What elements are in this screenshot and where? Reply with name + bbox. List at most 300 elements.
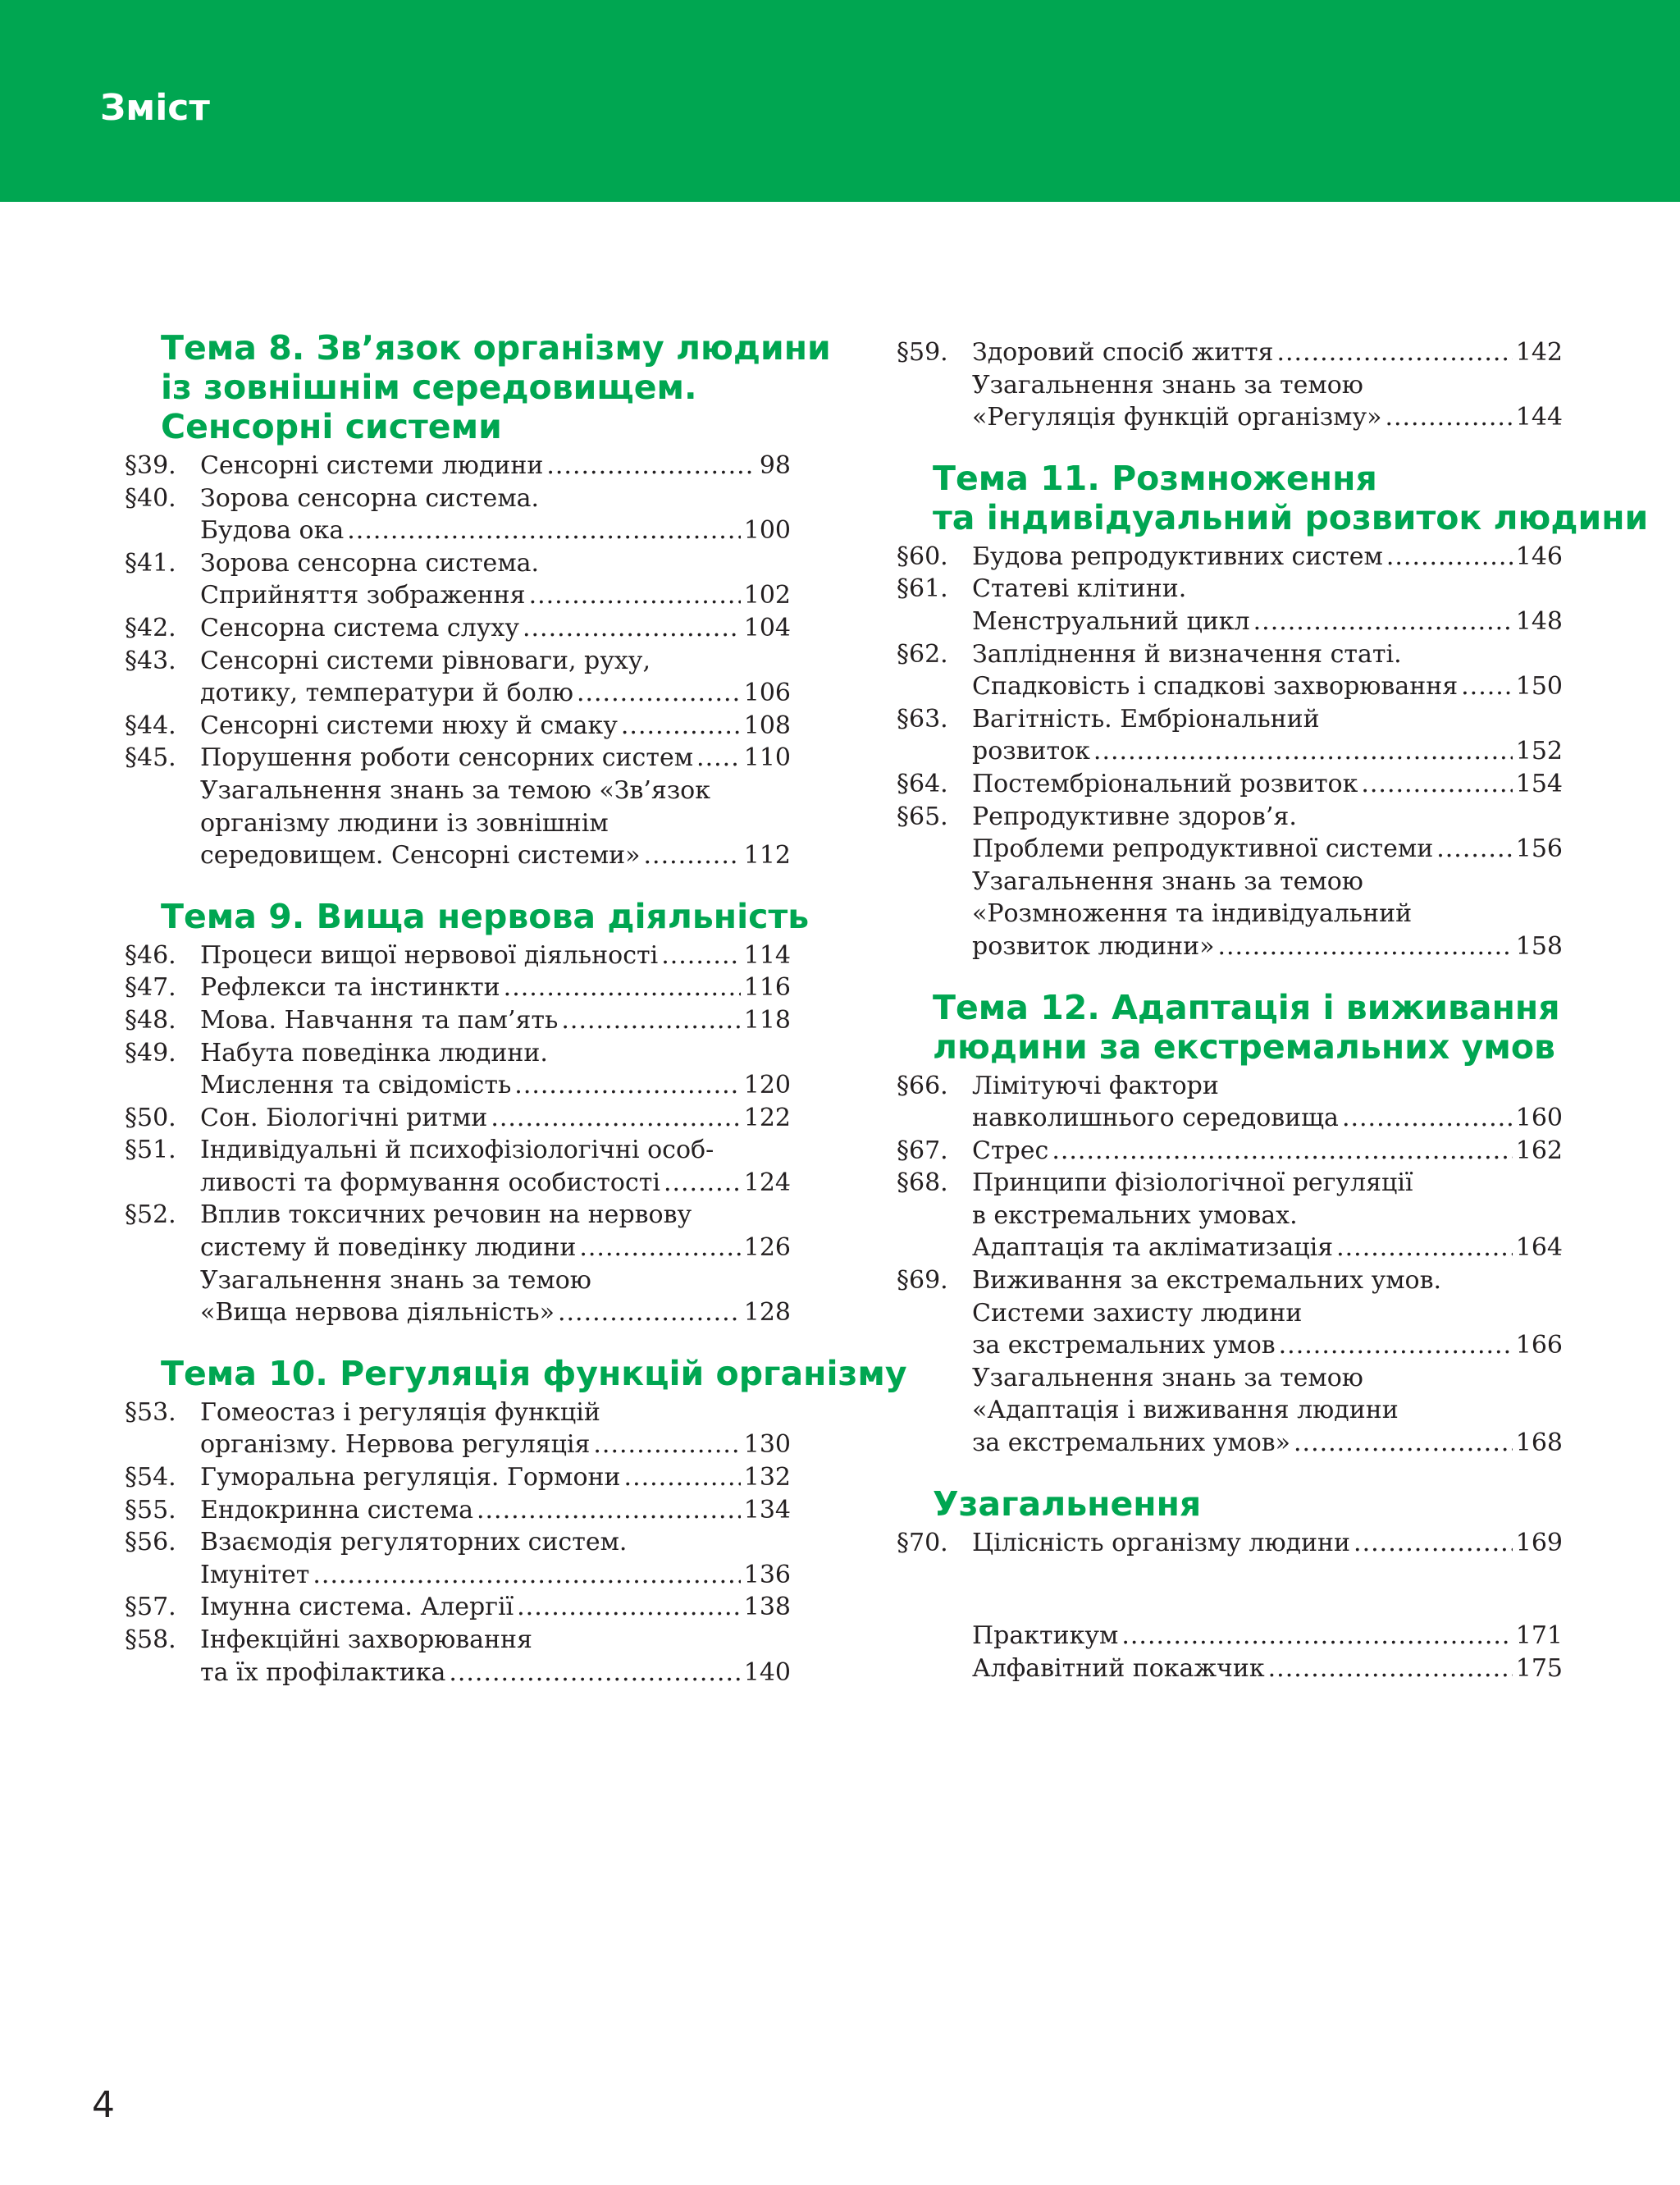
entry-title-row bbox=[972, 1102, 1563, 1135]
entry-title-row bbox=[200, 1461, 791, 1494]
page-ref: 171 bbox=[1515, 1621, 1563, 1651]
entry-title-line: організму людини із зовнішнім bbox=[200, 808, 609, 838]
entry-title-line: Менструальний цикл bbox=[972, 606, 1250, 636]
section-number: §53. bbox=[125, 1397, 176, 1427]
entry-body bbox=[972, 768, 1563, 801]
toc-entry bbox=[897, 638, 1563, 703]
toc-entry bbox=[897, 801, 1563, 866]
section-number: §39. bbox=[125, 451, 176, 480]
section-number: §61. bbox=[897, 574, 948, 604]
entry-body bbox=[200, 971, 791, 1004]
entry-title-line: Узагальнення знань за темою bbox=[972, 370, 1363, 400]
toc-entry bbox=[125, 547, 791, 612]
dot-leader bbox=[477, 1494, 741, 1527]
section-number: §42. bbox=[125, 613, 176, 642]
entry-body bbox=[972, 1135, 1563, 1168]
entry-title-row bbox=[200, 1004, 791, 1037]
entry-title-line: Порушення роботи сенсорних систем bbox=[200, 743, 694, 773]
topic-heading-line: Сенсорні системи bbox=[161, 407, 502, 446]
entry-body bbox=[200, 1396, 791, 1461]
page-ref: 102 bbox=[743, 581, 791, 610]
section-number: §54. bbox=[125, 1463, 176, 1492]
section-number: §62. bbox=[897, 639, 948, 669]
entry-title-line: «Розмноження та індивідуальний bbox=[972, 899, 1413, 929]
toc-entry bbox=[125, 1396, 791, 1461]
toc-entry bbox=[897, 1167, 1563, 1264]
dot-leader bbox=[491, 1102, 740, 1135]
toc-entry bbox=[897, 1135, 1563, 1168]
entry-title-line: розвиток bbox=[972, 737, 1090, 766]
entry-title-line: Будова ока bbox=[200, 516, 345, 546]
entry-title-row bbox=[200, 939, 791, 972]
toc-entry bbox=[897, 1527, 1563, 1560]
topic-heading-line: Тема 10. Регуляція функцій організму bbox=[161, 1353, 907, 1393]
toc-entry bbox=[897, 1620, 1563, 1652]
toc-entry bbox=[897, 1652, 1563, 1685]
page-ref: 160 bbox=[1515, 1104, 1563, 1133]
dot-leader bbox=[546, 450, 756, 482]
entry-title-line: Спадковість і спадкові захворювання bbox=[972, 672, 1459, 702]
toc-entry bbox=[897, 1264, 1563, 1362]
toc-entry bbox=[125, 775, 791, 872]
entry-title-line: Набута поведінка людини. bbox=[200, 1038, 548, 1067]
entry-body bbox=[972, 336, 1563, 369]
topic-heading bbox=[161, 896, 810, 936]
entry-title-line: систему й поведінку людини bbox=[200, 1233, 577, 1263]
section-number: §55. bbox=[125, 1495, 176, 1524]
entry-body bbox=[200, 775, 791, 872]
page-ref: 136 bbox=[743, 1560, 791, 1589]
entry-body bbox=[972, 1527, 1563, 1560]
entry-title-row bbox=[200, 514, 791, 547]
toc-entry bbox=[125, 742, 791, 775]
entry-title-row bbox=[972, 1620, 1563, 1652]
dot-leader bbox=[514, 1069, 740, 1102]
entry-title-line: Стрес bbox=[972, 1136, 1049, 1165]
entry-title-line: Репродуктивне здоров’я. bbox=[972, 802, 1297, 831]
entry-body bbox=[200, 612, 791, 645]
entry-title-row bbox=[200, 1069, 791, 1102]
toc-entry bbox=[125, 450, 791, 482]
entry-title-row bbox=[972, 1527, 1563, 1560]
entry-title-line: Принципи фізіологічної регуляції bbox=[972, 1168, 1413, 1198]
entry-body bbox=[200, 1461, 791, 1494]
page-ref: 100 bbox=[743, 516, 791, 546]
toc-entry bbox=[125, 645, 791, 710]
toc-entry bbox=[125, 1461, 791, 1494]
toc-topic-section bbox=[125, 896, 810, 1329]
dot-leader bbox=[1093, 735, 1513, 768]
entry-title-line: Алфавітний покажчик bbox=[972, 1653, 1265, 1683]
entry-title-line: Цілісність організму людини bbox=[972, 1528, 1351, 1557]
toc-left-column bbox=[125, 328, 907, 1713]
toc-entry bbox=[897, 1362, 1563, 1460]
entry-title-row bbox=[972, 1652, 1563, 1685]
page-ref: 134 bbox=[743, 1495, 791, 1524]
section-number: §70. bbox=[897, 1528, 948, 1557]
dot-leader bbox=[1461, 670, 1513, 703]
entry-title-line: Статеві клітини. bbox=[972, 574, 1187, 604]
dot-leader bbox=[1354, 1527, 1513, 1560]
topic-heading bbox=[933, 1484, 1563, 1524]
dot-leader bbox=[696, 742, 741, 775]
section-number: §40. bbox=[125, 483, 176, 513]
entry-title-line: Сон. Біологічні ритми bbox=[200, 1103, 488, 1132]
dot-leader bbox=[621, 710, 741, 743]
entry-body bbox=[200, 1591, 791, 1624]
dot-leader bbox=[347, 514, 740, 547]
entry-body bbox=[200, 1624, 791, 1689]
dot-leader bbox=[313, 1559, 740, 1592]
toc-entry bbox=[125, 939, 791, 972]
entry-title-row bbox=[200, 839, 791, 872]
entry-title-row bbox=[200, 1559, 791, 1592]
dot-leader bbox=[1217, 930, 1512, 963]
page-ref: 104 bbox=[743, 613, 791, 642]
dot-leader bbox=[1294, 1427, 1513, 1460]
page-ref: 154 bbox=[1515, 769, 1563, 798]
page-ref: 150 bbox=[1515, 672, 1563, 702]
entry-title-line: Імунітет bbox=[200, 1560, 310, 1589]
dot-leader bbox=[1121, 1620, 1512, 1652]
page-ref: 148 bbox=[1515, 606, 1563, 636]
toc-entry bbox=[125, 1494, 791, 1527]
dot-leader bbox=[661, 939, 741, 972]
toc-entry bbox=[125, 612, 791, 645]
entry-title-line: за екстремальних умов» bbox=[972, 1428, 1290, 1458]
toc-entry bbox=[125, 1199, 791, 1264]
toc-topic-section bbox=[897, 336, 1563, 434]
toc-entry bbox=[125, 1037, 791, 1102]
entry-title-line: Узагальнення знань за темою «Зв’язок bbox=[200, 775, 710, 805]
entry-title-line: Здоровий спосіб життя bbox=[972, 338, 1274, 367]
entry-title-row bbox=[972, 670, 1563, 703]
toc-entry bbox=[125, 482, 791, 547]
entry-body bbox=[972, 1070, 1563, 1135]
page-ref: 124 bbox=[743, 1168, 791, 1197]
page-ref: 138 bbox=[743, 1593, 791, 1622]
toc-entry bbox=[897, 703, 1563, 768]
entry-body bbox=[972, 1167, 1563, 1264]
entry-title-line: Сприйняття зображення bbox=[200, 581, 526, 610]
section-number: §69. bbox=[897, 1266, 948, 1296]
entry-title-line: «Регуляція функцій організму» bbox=[972, 403, 1382, 432]
section-number: §46. bbox=[125, 940, 176, 970]
entry-title-line: Практикум bbox=[972, 1621, 1119, 1651]
entry-title-line: Інфекційні захворювання bbox=[200, 1625, 532, 1654]
entry-body bbox=[972, 1620, 1563, 1652]
section-number: §48. bbox=[125, 1005, 176, 1035]
page-ref: 108 bbox=[743, 711, 791, 740]
entry-title-line: «Вища нервова діяльність» bbox=[200, 1298, 555, 1328]
entry-title-row bbox=[200, 1296, 791, 1329]
topic-heading bbox=[161, 1353, 907, 1393]
topic-heading-line: та індивідуальний розвиток людини bbox=[933, 497, 1649, 537]
entry-title-row bbox=[200, 1232, 791, 1264]
entry-title-line: Узагальнення знань за темою bbox=[972, 866, 1363, 896]
page-ref: 118 bbox=[743, 1005, 791, 1035]
entry-body bbox=[972, 369, 1563, 434]
entry-body bbox=[200, 1004, 791, 1037]
toc-entry bbox=[125, 1591, 791, 1624]
toc-entry bbox=[125, 710, 791, 743]
page-ref: 175 bbox=[1515, 1653, 1563, 1683]
entry-title-line: Індивідуальні й психофізіологічні особ- bbox=[200, 1136, 714, 1165]
entry-title-row bbox=[972, 1232, 1563, 1264]
section-number: §60. bbox=[897, 542, 948, 571]
toc-topic-section bbox=[125, 328, 831, 872]
entry-title-line: Виживання за екстремальних умов. bbox=[972, 1266, 1442, 1296]
toc-topic-section bbox=[897, 1484, 1563, 1560]
topic-heading-line: із зовнішнім середовищем. bbox=[161, 368, 697, 407]
entry-title-line: в екстремальних умовах. bbox=[972, 1200, 1298, 1230]
entry-title-line: Зорова сенсорна система. bbox=[200, 483, 540, 513]
page-ref: 122 bbox=[743, 1103, 791, 1132]
section-number: §44. bbox=[125, 711, 176, 740]
entry-body bbox=[972, 801, 1563, 866]
entry-body bbox=[972, 541, 1563, 574]
entry-title-row bbox=[972, 1329, 1563, 1362]
dot-leader bbox=[449, 1657, 740, 1689]
toc-entry bbox=[897, 768, 1563, 801]
entry-title-line: та їх профілактика bbox=[200, 1657, 446, 1687]
page-ref: 144 bbox=[1515, 403, 1563, 432]
entry-body bbox=[200, 1102, 791, 1135]
entry-body bbox=[200, 1134, 791, 1199]
entry-body bbox=[200, 1037, 791, 1102]
dot-leader bbox=[624, 1461, 741, 1494]
entry-title-row bbox=[972, 1135, 1563, 1168]
topic-heading-line: Тема 8. Зв’язок організму людини bbox=[161, 328, 831, 368]
toc-entry bbox=[897, 541, 1563, 574]
toc-topic-section bbox=[897, 988, 1563, 1460]
toc-topic-section bbox=[897, 458, 1649, 963]
entry-body bbox=[200, 1494, 791, 1527]
page-ref: 98 bbox=[759, 451, 791, 480]
topic-heading bbox=[161, 328, 831, 446]
section-number: §57. bbox=[125, 1593, 176, 1622]
dot-leader bbox=[644, 839, 741, 872]
entry-title-line: навколишнього середовища bbox=[972, 1104, 1339, 1133]
topic-heading-line: Тема 11. Розмноження bbox=[933, 458, 1377, 498]
page-ref: 166 bbox=[1515, 1331, 1563, 1360]
entry-title-line: Узагальнення знань за темою bbox=[972, 1363, 1363, 1392]
toc-entry bbox=[125, 1004, 791, 1037]
page-ref: 158 bbox=[1515, 931, 1563, 961]
entry-title-line: Імунна система. Алергії bbox=[200, 1593, 514, 1622]
entry-title-row bbox=[200, 1591, 791, 1624]
entry-body bbox=[972, 1652, 1563, 1685]
toc-entry bbox=[897, 573, 1563, 638]
page-ref: 106 bbox=[743, 679, 791, 708]
entry-title-row bbox=[200, 710, 791, 743]
entry-title-row bbox=[200, 1657, 791, 1689]
section-number: §63. bbox=[897, 704, 948, 734]
dot-leader bbox=[1361, 768, 1512, 801]
entry-title-line: Гуморальна регуляція. Гормони bbox=[200, 1463, 621, 1492]
entry-title-row bbox=[200, 1167, 791, 1200]
dot-leader bbox=[1276, 336, 1512, 369]
entry-title-line: Адаптація та акліматизація bbox=[972, 1233, 1334, 1263]
page-ref: 132 bbox=[743, 1463, 791, 1492]
dot-leader bbox=[1385, 401, 1512, 434]
dot-leader bbox=[1386, 541, 1513, 574]
page-ref: 130 bbox=[743, 1430, 791, 1460]
dot-leader bbox=[1279, 1329, 1513, 1362]
entry-title-line: Системи захисту людини bbox=[972, 1298, 1303, 1328]
page-ref: 142 bbox=[1515, 338, 1563, 367]
entry-title-line: Сенсорні системи нюху й смаку bbox=[200, 711, 618, 740]
topic-heading-line: Тема 9. Вища нервова діяльність bbox=[161, 896, 810, 936]
page-ref: 114 bbox=[743, 940, 791, 970]
section-number: §59. bbox=[897, 338, 948, 367]
toc-entry bbox=[125, 1134, 791, 1199]
section-number: §50. bbox=[125, 1103, 176, 1132]
page-ref: 120 bbox=[743, 1071, 791, 1100]
toc-entry bbox=[125, 1624, 791, 1689]
section-number: §56. bbox=[125, 1528, 176, 1557]
entry-title-row bbox=[972, 606, 1563, 638]
entry-title-line: Мова. Навчання та пам’ять bbox=[200, 1005, 559, 1035]
entry-title-row bbox=[200, 677, 791, 710]
entry-title-row bbox=[200, 1102, 791, 1135]
entry-title-row bbox=[972, 735, 1563, 768]
entry-title-row bbox=[200, 450, 791, 482]
entry-body bbox=[200, 482, 791, 547]
section-number: §47. bbox=[125, 973, 176, 1003]
entry-title-line: Узагальнення знань за темою bbox=[200, 1265, 591, 1295]
dot-leader bbox=[1336, 1232, 1513, 1264]
entry-title-row bbox=[972, 401, 1563, 434]
entry-title-line: Взаємодія регуляторних систем. bbox=[200, 1528, 628, 1557]
entry-title-row bbox=[972, 768, 1563, 801]
entry-body bbox=[200, 742, 791, 775]
entry-body bbox=[972, 1264, 1563, 1362]
dot-leader bbox=[517, 1591, 741, 1624]
page-ref: 128 bbox=[743, 1298, 791, 1328]
section-number: §65. bbox=[897, 802, 948, 831]
entry-body bbox=[972, 573, 1563, 638]
entry-title-line: розвиток людини» bbox=[972, 931, 1215, 961]
toc-entry bbox=[125, 1526, 791, 1591]
dot-leader bbox=[593, 1428, 740, 1461]
entry-body bbox=[200, 1264, 791, 1329]
toc-entry bbox=[897, 336, 1563, 369]
entry-title-line: Вагітність. Ембріональний bbox=[972, 704, 1320, 734]
header-bar bbox=[0, 0, 1680, 202]
entry-title-row bbox=[972, 541, 1563, 574]
section-number: §49. bbox=[125, 1038, 176, 1067]
page-ref: 152 bbox=[1515, 737, 1563, 766]
entry-title-line: Вплив токсичних речовин на нервову bbox=[200, 1200, 692, 1230]
topic-heading-line: Узагальнення bbox=[933, 1483, 1202, 1524]
page-ref: 164 bbox=[1515, 1233, 1563, 1263]
entry-title-row bbox=[200, 742, 791, 775]
entry-title-line: Сенсорні системи рівноваги, руху, bbox=[200, 646, 651, 675]
entry-body bbox=[200, 710, 791, 743]
toc-appendix bbox=[897, 1620, 1563, 1684]
dot-leader bbox=[504, 971, 741, 1004]
page-ref: 168 bbox=[1515, 1428, 1563, 1458]
entry-body bbox=[972, 638, 1563, 703]
dot-leader bbox=[579, 1232, 740, 1264]
toc-entry bbox=[897, 369, 1563, 434]
toc-entry bbox=[897, 866, 1563, 963]
section-number: §43. bbox=[125, 646, 176, 675]
page-ref: 110 bbox=[743, 743, 791, 773]
topic-heading-line: людини за екстремальних умов bbox=[933, 1026, 1555, 1067]
entry-title-line: ливості та формування особистості bbox=[200, 1168, 660, 1197]
dot-leader bbox=[577, 677, 741, 710]
page-ref: 112 bbox=[743, 841, 791, 871]
dot-leader bbox=[561, 1004, 740, 1037]
entry-body bbox=[200, 645, 791, 710]
entry-body bbox=[972, 1362, 1563, 1460]
entry-title-line: Сенсорна система слуху bbox=[200, 613, 519, 642]
page-ref: 140 bbox=[743, 1657, 791, 1687]
page-ref: 156 bbox=[1515, 834, 1563, 864]
entry-body bbox=[972, 703, 1563, 768]
entry-title-row bbox=[200, 612, 791, 645]
toc-entry bbox=[897, 1070, 1563, 1135]
entry-body bbox=[200, 1199, 791, 1264]
page-ref: 169 bbox=[1515, 1528, 1563, 1557]
entry-title-row bbox=[200, 1494, 791, 1527]
entry-title-line: дотику, температури й болю bbox=[200, 679, 573, 708]
entry-body bbox=[972, 866, 1563, 963]
page-ref: 126 bbox=[743, 1233, 791, 1263]
entry-title-row bbox=[972, 1427, 1563, 1460]
dot-leader bbox=[1436, 833, 1513, 866]
toc-entry bbox=[125, 1264, 791, 1329]
entry-title-line: середовищем. Сенсорні системи» bbox=[200, 841, 641, 871]
entry-title-line: Процеси вищої нервової діяльності bbox=[200, 940, 659, 970]
dot-leader bbox=[1342, 1102, 1513, 1135]
topic-heading bbox=[933, 458, 1649, 537]
section-number: §52. bbox=[125, 1200, 176, 1230]
section-number: §64. bbox=[897, 769, 948, 798]
toc-entry bbox=[125, 1102, 791, 1135]
page-ref: 116 bbox=[743, 973, 791, 1003]
section-number: §68. bbox=[897, 1168, 948, 1198]
entry-title-line: Зорова сенсорна система. bbox=[200, 548, 540, 578]
dot-leader bbox=[529, 579, 741, 612]
entry-body bbox=[200, 939, 791, 972]
dot-leader bbox=[1268, 1652, 1513, 1685]
section-number: §45. bbox=[125, 743, 176, 773]
entry-title-row bbox=[200, 971, 791, 1004]
page-number: 4 bbox=[92, 2084, 115, 2126]
dot-leader bbox=[1253, 606, 1513, 638]
section-number: §41. bbox=[125, 548, 176, 578]
entry-title-line: Ендокринна система bbox=[200, 1495, 473, 1524]
entry-title-line: за екстремальних умов bbox=[972, 1331, 1276, 1360]
entry-title-line: організму. Нервова регуляція bbox=[200, 1430, 591, 1460]
toc-right-column bbox=[897, 336, 1649, 1684]
entry-title-row bbox=[972, 833, 1563, 866]
entry-title-row bbox=[200, 1428, 791, 1461]
section-number: §51. bbox=[125, 1136, 176, 1165]
entry-title-row bbox=[972, 930, 1563, 963]
page-ref: 162 bbox=[1515, 1136, 1563, 1165]
section-number: §66. bbox=[897, 1071, 948, 1100]
section-number: §67. bbox=[897, 1136, 948, 1165]
entry-body bbox=[200, 1526, 791, 1591]
topic-heading-line: Тема 12. Адаптація і виживання bbox=[933, 987, 1560, 1027]
entry-title-line: Сенсорні системи людини bbox=[200, 451, 544, 480]
dot-leader bbox=[523, 612, 741, 645]
entry-body bbox=[200, 450, 791, 482]
